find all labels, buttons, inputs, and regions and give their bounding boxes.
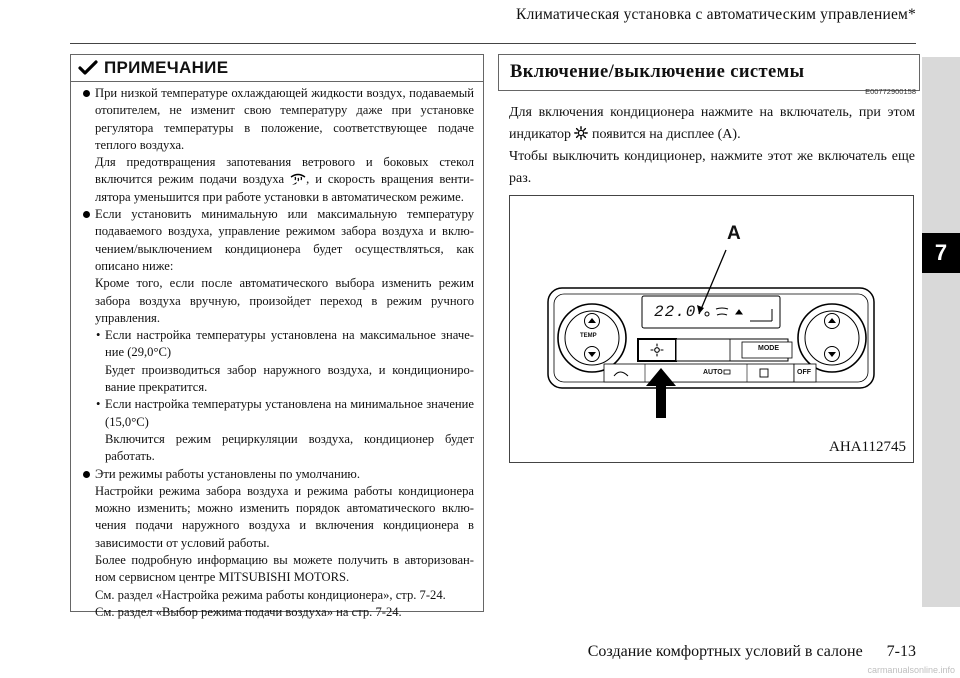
figure-code: AHA112745 [829,439,906,455]
section-body [509,102,915,190]
note-body [71,82,483,621]
note-text: , и скорость вращения вентилятора уменьшится при работе установки в автоматическом режиме. [95,172,474,204]
off-button-label: OFF [797,369,811,376]
note-text: Для предотвращения запотевания ветрового и боковых стекол включится режим подачи воздуха [95,155,474,187]
right-temp-dial[interactable] [798,304,866,372]
note-subitem-text: Включится режим рециркуляции воздуха, кондиционер будет работать. [105,431,474,464]
note-reference: См. раздел «Настройка режима работы кондиционера», стр. 7-24. [95,587,446,602]
note-paragraph [81,154,474,206]
check-icon [78,60,98,76]
ac-button[interactable] [638,339,676,361]
side-thumb-strip [922,57,960,607]
windshield-defrost-icon [290,171,306,186]
note-bullet-3: Эти режимы работы установлены по умолчанию. [81,466,474,483]
note-box [70,54,484,619]
section-heading-box [498,54,920,91]
section-heading: Включение/выключение системы [510,62,805,82]
temp-label-left: TEMP [580,333,597,339]
note-reference: См. раздел «Выбор режима подачи воздуха» на стр. 7-24. [95,604,402,619]
callout-label-a: A [727,223,741,244]
page-footer [588,643,916,661]
note-paragraph: Более подробную информацию вы можете получить в авторизованном сервисном центре MITSUBISHI MOTORS. [95,553,474,585]
section-code: E00772900158 [865,87,916,96]
note-paragraph: Настройки режима забора воздуха и режима работы кондиционера можно изменить; можно изменить порядок автоматического включения подачи наружного воздуха и включения кондиционера в зависимости от условий работы. [95,483,474,550]
note-subitem-text: Будет производиться забор наружного воздуха, и кондиционирование прекратится. [105,362,474,395]
note-bullet-1: При низкой температуре охлаждающей жидкости воздух, подаваемый отопителем, не изменит свою температуру даже при установке регулятора температуры в положение, соответствующее подаче теплого воздуха. [81,85,474,154]
display-temperature: 22.0 [654,303,697,321]
note-header [71,55,483,82]
note-paragraph: Кроме того, если после автоматического выбора изменить режим забора воздуха вручную, произойдет переход в режим ручного управления. [95,276,474,325]
note-heading: ПРИМЕЧАНИЕ [104,58,229,77]
note-subitem-2: • Если настройка температуры установлена на минимальное значение (15,0°C) [96,397,474,429]
climate-panel-illustration [510,196,913,462]
watermark: carmanualsonline.info [867,665,955,675]
page-number: 7-13 [886,643,916,660]
running-header: Климатическая установка с автоматическим управлением* [516,6,916,23]
ac-indicator-icon [574,126,588,140]
section-paragraph-2: Чтобы выключить кондиционер, нажмите этот же включатель еще раз. [509,149,915,186]
note-bullet-2: Если установить минимальную или максимальную температуру подаваемого воздуха, управление режимом забора воздуха и включением/выключением кондиционера будет осуществляться, как описано ниже: [81,206,474,275]
section-paragraph-1: Для включения кондиционера нажмите на включатель, при этом индикатор появится на дисплее (A). [509,105,915,142]
header-rule [70,43,916,44]
mode-button-label: MODE [758,345,779,352]
auto-button-label: AUTO [703,369,723,376]
climate-panel-figure [509,195,914,463]
note-subitem-1: • Если настройка температуры установлена на максимальное значение (29,0°C) [96,328,474,360]
chapter-tab[interactable]: 7 [922,233,960,273]
footer-section-title: Создание комфортных условий в салоне [587,643,863,660]
